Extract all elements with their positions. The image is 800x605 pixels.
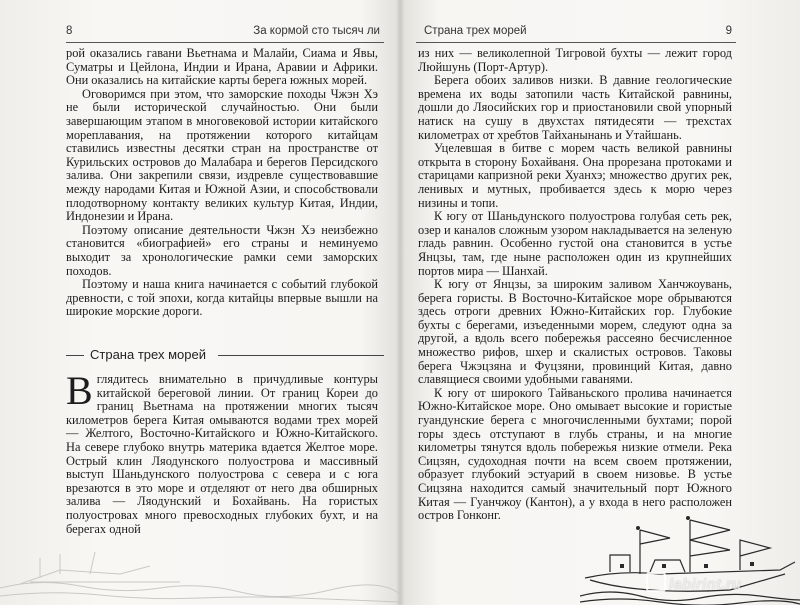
drop-cap: В bbox=[66, 368, 93, 413]
ship-engraving-left bbox=[0, 548, 400, 605]
paragraph: глядитесь внимательно в причудливые контуры китайской береговой линии. От границ Кореи до границ Вьетнама на протяжении многих тысяч километров берега Китая омываются водами трех морей — Желтого, Восточно-Китайского и Южно-Китайского. На севере глубоко внутрь материка вдается Желтое море. Острый клин Ляодунского полуострова и массивный выступ Шаньдунского полуострова с севера и с юга врезаются в это море и отделяют от него два обширных залива — Ляодунский и Бохайвань. На гористых полуостровах много превосходных глубоких бухт, и на берегах одной bbox=[66, 372, 378, 536]
section-heading bbox=[66, 345, 384, 365]
paragraph: К югу от Шаньдунского полуострова голубая сеть рек, озер и каналов сложным узором накладывается на зеленую гладь равнин. Особенно густой она становится в устье Янцзы, там, где ныне расположен один из крупнейших портов мира — Шанхай. bbox=[418, 209, 732, 278]
paragraph: рой оказались гавани Вьетнама и Малайи, Сиама и Явы, Суматры и Цейлона, Индии и Ирана, Аравии и Африки. Они оказались на китайские карты берега южных морей. bbox=[66, 46, 378, 88]
watermark-badge-icon bbox=[646, 572, 666, 592]
left-running-title: За кормой сто тысяч ли bbox=[253, 25, 380, 37]
left-page-header bbox=[66, 24, 384, 43]
paragraph: К югу от широкого Тайваньского пролива начинается Южно-Китайское море. Оно омывает высокие и гористые гуандунские берега с многочисленными бухтами; порой горы здесь отступают в глубь страны, и на многие километры тянутся вдоль побережья низкие отмели. Река Сицзян, судоходная почти на всем своем протяжении, образует глубокий эстуарий в своем низовье. В устье Сицзяна находится самый значительный порт Южного Китая — Гуанчжоу (Кантон), а у входа в него расположен остров Гонконг. bbox=[418, 385, 732, 523]
heading-rule bbox=[66, 355, 84, 356]
section-body-text bbox=[66, 368, 378, 536]
left-page-number: 8 bbox=[66, 25, 73, 37]
right-body-text bbox=[418, 47, 732, 523]
section-title: Страна трех морей bbox=[90, 347, 206, 362]
heading-rule bbox=[218, 355, 384, 356]
watermark-logo bbox=[646, 572, 741, 593]
right-running-title: Страна трех морей bbox=[424, 25, 527, 37]
paragraph: из них — великолепной Тигровой бухты — лежит город Люйшунь (Порт-Артур). bbox=[418, 46, 732, 74]
paragraph: К югу от Янцзы, за широким заливом Ханчжоувань, берега гористы. В Восточно-Китайское море обрываются здесь отроги древних Южно-Китайских гор. Глубокие бухты с берегами, изъеденными морем, следуют одна за другой, а вдоль всего побережья рассеяно бесчисленное множество рифов, шхер и скалистых островов. Таковы берега Чжэцзяна и Фуцзяни, провинций Китая, давно славящиеся своими удобными гаванями. bbox=[418, 277, 732, 387]
paragraph: Поэтому и наша книга начинается с событий глубокой древности, с той эпохи, когда китайцы впервые вышли на широкие морские дороги. bbox=[66, 277, 378, 319]
paragraph: Оговоримся при этом, что заморские походы Чжэн Хэ не были исторической случайностью. Они были завершающим этапом в многовековой истории китайского мореплавания, на протяжении которого китайцам ставились известны десятки стран на пространстве от Курильских островов до Малабара и берегов Персидского залива. Они закрепили связи, издревле существовавшие между народами Китая и Южной Азии, и способствовали плодотворному контакту великих культур Китая, Индии, Индонезии и Ирана. bbox=[66, 86, 378, 224]
watermark-text: labirint.ru bbox=[669, 576, 742, 593]
right-page-header bbox=[416, 24, 736, 43]
right-page-number: 9 bbox=[725, 25, 732, 37]
paragraph: Уцелевшая в битве с морем часть великой равнины открыта в сторону Бохайваня. Она прорезана протоками и старицами капризной реки Хуанхэ; множество других рек, ленивых и мутных, пробивается здесь к морю через низины и топи. bbox=[418, 141, 732, 210]
left-body-text bbox=[66, 47, 378, 319]
paragraph: Поэтому описание деятельности Чжэн Хэ неизбежно становится «биографией» его страны и неминуемо выходит за хронологические рамки семи заморских походов. bbox=[66, 222, 378, 278]
paragraph: Берега обоих заливов низки. В давние геологические времена их воды затопили часть Китайской равнины, дошли до Ляосийских гор и приостановили свой упорный натиск на сушу в двухстах пятидесяти — трехстах километрах от хребтов Тайханынань и Утайшань. bbox=[418, 73, 732, 142]
